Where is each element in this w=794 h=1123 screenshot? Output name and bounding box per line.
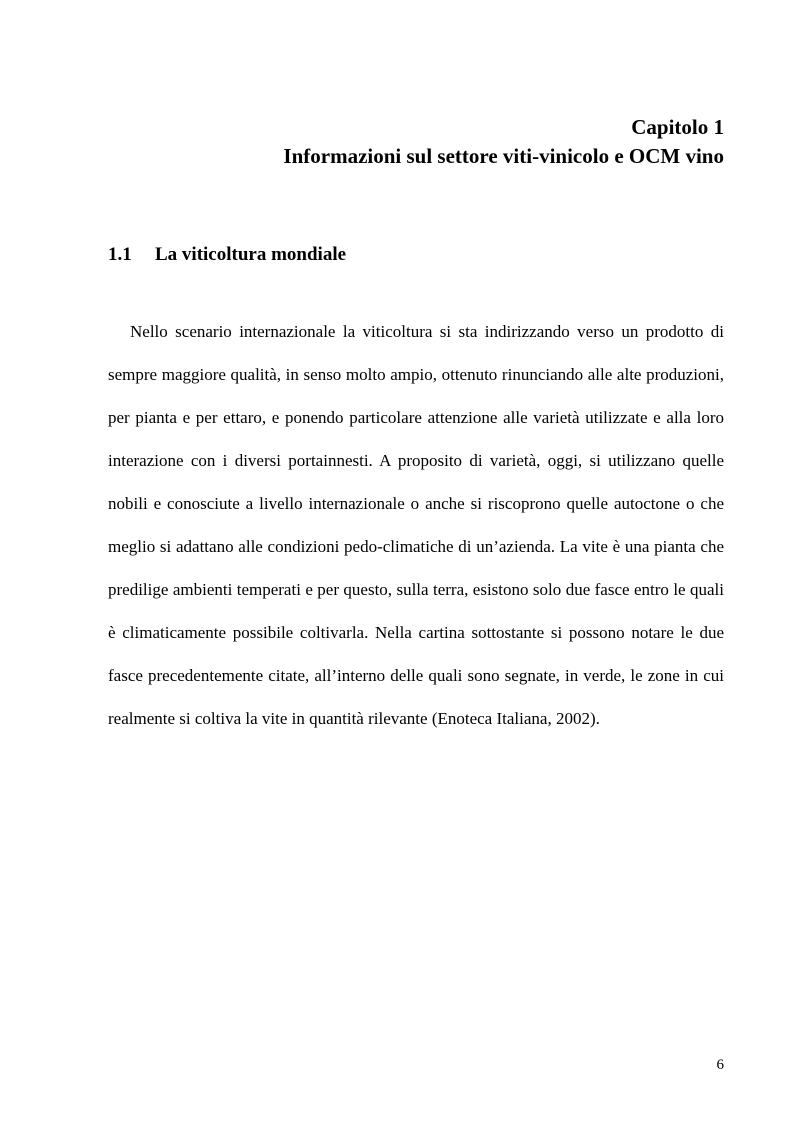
chapter-heading <box>108 113 724 171</box>
page-number: 6 <box>716 1057 724 1073</box>
section-heading <box>108 242 724 268</box>
body-paragraph: Nello scenario internazionale la viticoltura si sta indirizzando verso un prodotto di sempre maggiore qualità, in senso molto ampio, ottenuto rinunciando alle alte produzioni, per pianta e per ettaro, e ponendo particolare attenzione alle varietà utilizzate e alla loro interazione con i diversi portainnesti. A proposito di varietà, oggi, si utilizzano quelle nobili e conosciute a livello internazionale o anche si riscoprono quelle autoctone o che meglio si adattano alle condizioni pedo-climatiche di un’azienda. La vite è una pianta che predilige ambienti temperati e per questo, sulla terra, esistono solo due fasce entro le quali è climaticamente possibile coltivarla. Nella cartina sottostante si possono notare le due fasce precedentemente citate, all’interno delle quali sono segnate, in verde, le zone in cui realmente si coltiva la vite in quantità rilevante (Enoteca Italiana, 2002). <box>108 322 724 728</box>
chapter-title: Informazioni sul settore viti-vinicolo e OCM vino <box>283 144 724 168</box>
chapter-label: Capitolo 1 <box>631 115 724 139</box>
section-title: La viticoltura mondiale <box>155 244 347 265</box>
section-number: 1.1 <box>108 244 132 265</box>
